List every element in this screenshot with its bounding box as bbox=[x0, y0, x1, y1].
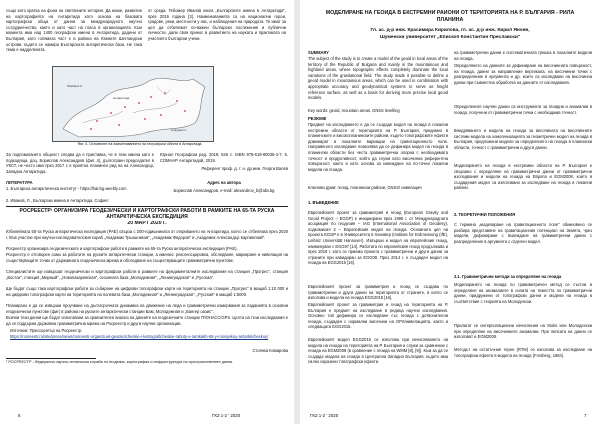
section-heading: 1. ВЪВЕДЕНИЕ bbox=[308, 200, 339, 205]
map-label: Livingston I. bbox=[171, 128, 188, 132]
subsection-heading: 2.1. Гравиметрични методи за определяне на геоида bbox=[454, 274, 562, 279]
literature-item: 2. Иванов, Л., Български имена в Антарктида. София: bbox=[6, 198, 109, 203]
news-paragraph: Планирано е да се извърши проучване на дългосрочната динамика на движение на леда и гравиметрични измервания за паданията в основни геодезически пунктове (фиг) в района на руските антарктически станции Бам, Молодежная и „Бангер оазис". bbox=[6, 303, 288, 314]
page-number: 7 bbox=[584, 413, 587, 418]
rezume-heading: РЕЗЮМЕ bbox=[308, 116, 327, 121]
figure-caption: Фиг. 4. Основните на наименованието на географски обекти в Антарктида. bbox=[77, 142, 203, 146]
body-paragraph: За подпомагането общност следва да е приставка, че в тези имена като е подходяща, доц. Борислав Александров (фиг. 4), дълготраен председател в УКСТ, не често има през 2017 с е приятна планинен рид на на Александър, Западна Антарктида. bbox=[6, 152, 154, 174]
intro-paragraph: Европейският проект за гравиметрия и геоид (European Gravity and Geoid Project – EGGP) е инициирани през 1990 г. от Международната асоциация по геодезия – IAG (International Association of Geodesy), подкомисия 2 – Европейския модел на геоида. Основната цел на проекта EGGP е в Университета в Хановер (Institute for Erdmessung (IfE), Leibniz Universität Hannover). Извърши и модел на европейския геоид, наименуван с EGG97 [14]. Работата по европейския геоид продължава и през 2019 г. като се приема проекта с гравиметрични и други данни за страните при кавидиран за EGG08. През 2014 г. е създаден модел на геоида на EGG2015 [16]. bbox=[308, 210, 448, 266]
news-source-link[interactable]: https://rosreestr.ru/site/press/news/rosreestr-organizuet-geodezicheskie-i-kartograficheskie-raboty-v-ramkakh-65-y-rossiyskoy-antarkticheskoy/ bbox=[10, 334, 269, 339]
literature-item: 1. Българска антарктическа институт - https://bai-bg.weebly.com bbox=[6, 186, 127, 191]
keywords-bg: Ключови думи: геоид, планински райони, GNSS/ нивелация bbox=[308, 185, 422, 190]
map-label: Shetland Is. bbox=[67, 84, 83, 88]
section-heading: 2. ТЕОРЕТИЧНИ ПОЛОЖЕНИЯ bbox=[454, 212, 516, 217]
body-paragraph: на гравиметрични данни е систематичната грешка в локалните модели на геоида. bbox=[454, 50, 592, 61]
journal-info: Юрнал Географски ред, 2019, 526 с. ISBN 978-619-90035-4-7. 5. СОМНАР Антарктидой, 2019. bbox=[160, 152, 288, 163]
footnote-rule bbox=[6, 358, 96, 359]
address-heading: Адрес на авторa bbox=[207, 180, 241, 185]
right-page bbox=[300, 0, 600, 424]
journal-footer: ГКЗ 1-2 ' 2020 bbox=[310, 413, 339, 418]
news-paragraph: Ще бъдат също така картографски работи за събиране на цифрови топографски карти на територията на станции „Прогрес" в мащаб 1:10 000 и на цифрови топографски карти на територията на полевата база „Молодежная" и „Ленинградская", „Русская" в мащаб 1:5000. bbox=[6, 286, 288, 297]
antarctica-map-svg bbox=[53, 67, 213, 141]
divider bbox=[6, 206, 288, 207]
reviewer-note: Референт проф. д. т. н. др.инж. Георги Валев bbox=[201, 166, 288, 171]
news-paragraph: Юбилейната 65-та Руска антарктическа експедиция (РАЕ) свърза с 200-годишнината от откриването на Антарктида, което се отбелязва през 2020 г. Във участие при научно-изследователския кораб „Академик Трьошников", „Академик Федоров" и „Академик Александър Карпинский". bbox=[6, 229, 288, 240]
article-title: МОДЕЛИРАНЕ НА ГЕОИДА В ЕКСТРЕМНИ РАЙОНИ ОТ ТЕРИТОРИЯТА НА Р. БЪЛГАРИЯ - РИЛА ПЛАНИНА bbox=[325, 10, 575, 23]
intro-column-1: също като кратка на фона на светлините история. Да може, развитие на картографията на Антарктида като основа на базовата картографска обща от данни за международното научно сътрудничество, както и като част на гласа в организацията. Към момента има над 1400 географски имена в Антарктида, дадени от България, като голямата част е в района на Южните Шетландски острови, където се намира Българската антарктическа база. Не така тема е надделената. bbox=[6, 8, 142, 53]
news-paragraph: Специалистите ще извършат геодезически и картографски работи в рамките на фундаменталните изследвания на станция „Прогрес", станция „Восток", станция „Мирный", „Новолазаревская", сезонната база „Молодежная", „Ленинградская" и „Русская". bbox=[6, 269, 288, 280]
left-page bbox=[0, 0, 294, 424]
literature-heading: ЛИТЕРАТУРА bbox=[6, 180, 33, 185]
summary-text: The subject of the study is to create a model of the geoid in local areas of the territory of the Republic of Bulgaria and mainly in the mountainous and highland areas, where topographic effects completely dominate the local variations of the gravitational field. The study made it possible to define a geoid model in mountainous areas, which can be used in combination with appropriate accuracy and geodynamical systems to serve as height reference surface, as well as a basis for deriving more precise local geoid models. bbox=[308, 56, 448, 101]
body-paragraph: Моделирането на геоида в екстремни области на Р. България е свързано с определяне на гравиметрични данни от гравиметрични изследвания и модели на геоида на Европа и EGM2008, които в създадения модел са използвани за изследване на геоида в локални райони. bbox=[454, 163, 592, 191]
theory-paragraph: Методът на остатъчния терен (RTM) се използва за изследване на топографски ефекти в модела на геоида (Forsberg, 1984). bbox=[454, 347, 592, 358]
address-text: Борислав Александров, e-mail: alexandrov_b@abv.bg bbox=[173, 188, 275, 193]
news-source: Източник: Прессцентър на Росреестр bbox=[10, 328, 82, 333]
article-affiliation: Шуменски университет „Епископ Константин Преславски" bbox=[379, 35, 521, 40]
antarctica-map-figure bbox=[52, 66, 214, 142]
news-date: 20 МАРТ 2020 Г. bbox=[127, 221, 167, 226]
summary-heading: SUMMARY bbox=[308, 50, 329, 55]
keywords-en: Key words: geoid, mountain areas, GNSS levelling bbox=[308, 108, 400, 113]
theory-paragraph: Прилагат се интерполационни изчисления на Stoks или Молоденски при определяне на височинните аномалии. При липсата на данни се използват и EGM2008. bbox=[454, 323, 592, 340]
body-paragraph: Определените научни данни са инструменти за геоидни и аномалии в геоида, получени от гравиметрични точки с необходима точност. bbox=[454, 104, 592, 115]
news-title: РОСРЕЕСТР¹ ОРГАНИЗИРА ГЕОДЕЗИЧЕСКИ И КАРТОГРАФСКИ РАБОТИ В РАМКИТЕ НА 65-ТА РУСКА АНТАРКТИЧЕСКА ЕКСПЕДИЦИЯ bbox=[19, 208, 275, 220]
article-authors: Гл. ас. д-р инж. Красимира Кирилова, гл. ас. д-р инж. Кирил Янчев, bbox=[370, 28, 530, 33]
translator-name: Стоянка Комарова bbox=[252, 348, 288, 353]
news-paragraph: Росреестр е отговорен само за работите на руските антарктически станции, а именно: рекогносцировка, обследване, маркиране и нивелация на съществуващите точки от държавната геодезическа мрежа и обследване на съществуващите гравиметрични пунктове. bbox=[6, 252, 288, 263]
intro-paragraph: Европейският модел EGG2015 се използва при изчисляването на модела на геоида на територията на Р. България и служи за сравнение с геоида на EGM2008 (в сравнение с геоида на WMM [8], [9]). Към за да се създаде модела на геоида в Централна Западна България, където има силно изразени топографски ефекти. bbox=[308, 337, 448, 365]
intro-paragraph: Европейският проект за гравиметрия и геоид на територията на Р. България е предмет на изследване в редица научни изследвания. Основно той дефинира се изследване със геоида с дотвонителни геоида, създаден с нормални височини на GPS/нивелацията, както и следващата EGG2015. bbox=[308, 302, 448, 330]
footnote: ¹ РОСРЕЕСТР –Федерална научно-техническа служба по геодезия, картография и инфраструктура на пространствените данни. bbox=[6, 360, 234, 364]
body-paragraph: Внедряването и модела на геоида за височината на височинните системи модела на хомогенизацията за геометричен модел на геоида в България, предложени модели за определянето на геоида в планински области, точност с гравиметрични и други данни. bbox=[454, 128, 592, 150]
page-number: 6 bbox=[18, 413, 21, 418]
theory-paragraph: Моделирането на геоида по гравиметричен метод се състои в определяне на аномалиите в силата на тежестта по гравиметрични данни, придружени от топографски данни и модели на геоида в съответствие с теорията на Молоденски. bbox=[454, 282, 592, 304]
news-paragraph: Росреестр организира геодезическите и картографски работи в рамките на 65-та Руска антарктическа експедиция (РАЕ). bbox=[6, 246, 238, 251]
body-paragraph: Определянето на данните за дефиниране на височинната повърхност, на геоида, данни за направление вертикала, на височинни точки с разпределение в аргумента и др. които са изследвани на височинна данни при съвместна обработка на данните от изследвания. bbox=[454, 63, 592, 85]
map-label: Антарктида bbox=[113, 96, 130, 100]
journal-footer: ГКЗ 1-2 ' 2020 bbox=[212, 413, 241, 418]
intro-paragraph: Европейският проект за гравиметрия и геоид се създава по гравиметрични и други данни на територията от страните, в която се използва и модела на геоида EGG2015 [16]. bbox=[308, 284, 448, 301]
intro-column-2: от среда. Гебомер Иванов книга „Българските имена в Антарктида", през 2016 година [3]. Наименованията са на национални герои, градове, реки, местности у нас, и наблюдения на природата. Те имат за цел да отбележат по-важни български постижения и публични личности, дали своя принос в развитието на науката и практиката на участието български учени. bbox=[148, 8, 286, 41]
news-paragraph: Всички тези данни ще бъдат използвани за сравнителен анализ на данните на геодезичните станции ГЛОНАСС/GPS. Целта на тези изследвания е да се поддържа държавна гравиметрична мрежа на Росреестр и други научни организации. bbox=[6, 315, 288, 326]
rezume-text: Предмет на изследването е да се създаде модел на геоида в локални екстремни области от територията на Р. България, предимно в планинските и високопланинските райони, където топографските ефекти доминират в локалните вариации на гравитационното поле. Направеното изследване позволява да се дефинира модел на геоида в планински области без честа гравиметрична опорна с необходимата точност и продуктивност, който да служи като височинна референтна повърхност, както и като основа за извеждане на по-точни локални модели на геоида. bbox=[308, 122, 448, 172]
theory-paragraph: С термина „моделиране на гравитационното поле" обикновено се разбира представяне на гравитационния потенциал на Земята, чрез модели, дефинирани с въвеждане на гравиметрични данни с разпределение в аргумента с отделен модел. bbox=[454, 222, 592, 244]
